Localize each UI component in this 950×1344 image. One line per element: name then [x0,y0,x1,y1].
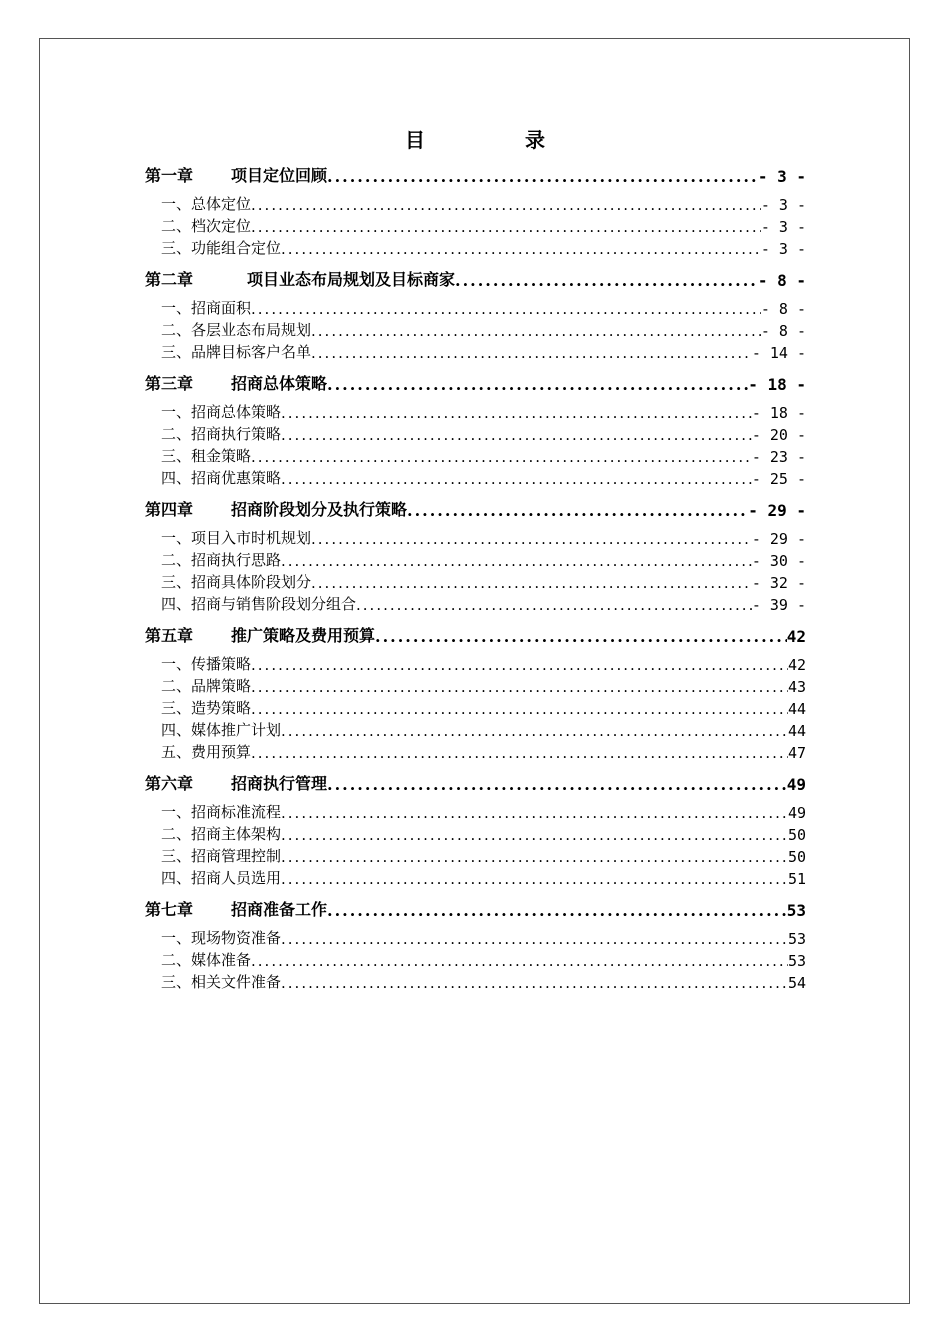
section-title: 三、功能组合定位 [161,239,282,257]
toc-section-entry[interactable] [145,526,806,548]
section-title: 一、招商标准流程 [161,803,282,821]
section-page-number: - 3 - [760,240,806,258]
toc-section-entry[interactable] [145,192,806,214]
dot-leader [281,470,752,488]
section-title: 四、媒体推广计划 [161,721,282,739]
toc-section-entry[interactable] [145,236,806,258]
chapter-page-number: - 29 - [748,501,806,520]
dot-leader [251,300,761,318]
chapter-page-number: - 18 - [748,375,806,394]
dot-leader [251,744,788,762]
section-title: 三、租金策略 [161,447,252,465]
toc-chapter [145,898,806,992]
toc-chapter-entry[interactable] [145,268,806,290]
toc-section-entry[interactable] [145,340,806,362]
toc-section-list [145,192,806,258]
chapter-number: 第五章 [145,626,194,645]
chapter-label [145,772,327,794]
section-title: 三、造势策略 [161,699,252,717]
dot-leader [356,596,752,614]
toc-chapter-entry[interactable] [145,498,806,520]
chapter-number: 第七章 [145,900,194,919]
section-title: 三、相关文件准备 [161,973,282,991]
chapter-page-number: - 3 - [757,167,806,186]
section-title: 三、招商管理控制 [161,847,282,865]
section-title: 一、项目入市时机规划 [161,529,312,547]
section-title: 一、招商面积 [161,299,252,317]
chapter-label [145,498,407,520]
dot-leader [251,656,788,674]
toc-section-entry[interactable] [145,674,806,696]
section-page-number: - 18 - [751,404,806,422]
dot-leader [281,974,788,992]
toc-section-entry[interactable] [145,652,806,674]
dot-leader [281,930,788,948]
section-title: 五、费用预算 [161,743,252,761]
toc-section-entry[interactable] [145,844,806,866]
toc-chapter-entry[interactable] [145,772,806,794]
toc-chapter [145,372,806,488]
toc-section-list [145,400,806,488]
section-title: 二、媒体准备 [161,951,252,969]
dot-leader [281,826,788,844]
dot-leader [251,952,788,970]
dot-leader [251,218,761,236]
section-page-number: 51 [787,870,806,888]
section-page-number: 53 [787,952,806,970]
dot-leader [311,344,752,362]
chapter-label [145,372,327,394]
chapter-label [145,268,455,290]
dot-leader [281,404,752,422]
dot-leader [311,322,761,340]
section-page-number: 53 [787,930,806,948]
section-page-number: - 20 - [751,426,806,444]
dot-leader [281,552,752,570]
toc-section-entry[interactable] [145,718,806,740]
section-title: 四、招商与销售阶段划分组合 [161,595,357,613]
toc-chapter-entry[interactable] [145,164,806,186]
toc-chapter-entry[interactable] [145,372,806,394]
dot-leader [281,870,788,888]
toc-section-entry[interactable] [145,592,806,614]
toc-section-entry[interactable] [145,400,806,422]
dot-leader [281,240,761,258]
chapter-label [145,164,327,186]
section-page-number: - 3 - [760,196,806,214]
section-page-number: 54 [787,974,806,992]
dot-leader [327,167,758,186]
section-page-number: - 14 - [751,344,806,362]
toc-section-entry[interactable] [145,466,806,488]
chapter-page-number: 53 [786,901,806,920]
section-page-number: 47 [787,744,806,762]
section-page-number: 44 [787,722,806,740]
section-page-number: 43 [787,678,806,696]
section-page-number: 50 [787,848,806,866]
toc-section-entry[interactable] [145,444,806,466]
toc-chapter-entry[interactable] [145,624,806,646]
section-page-number: - 8 - [760,300,806,318]
chapter-title: 项目定位回顾 [231,166,328,185]
section-page-number: 42 [787,656,806,674]
toc-chapter [145,498,806,614]
chapter-page-number: 49 [786,775,806,794]
section-title: 二、招商执行思路 [161,551,282,569]
toc-section-list [145,652,806,762]
section-title: 一、招商总体策略 [161,403,282,421]
section-page-number: 49 [787,804,806,822]
dot-leader [311,574,752,592]
toc-chapter [145,772,806,888]
chapter-number: 第二章 [145,270,194,289]
section-title: 一、现场物资准备 [161,929,282,947]
toc-chapter-entry[interactable] [145,898,806,920]
toc-section-entry[interactable] [145,740,806,762]
toc-section-entry[interactable] [145,422,806,444]
section-title: 一、总体定位 [161,195,252,213]
toc-section-entry[interactable] [145,214,806,236]
section-page-number: - 3 - [760,218,806,236]
section-title: 四、招商人员选用 [161,869,282,887]
toc-section-entry[interactable] [145,696,806,718]
chapter-label [145,898,327,920]
section-title: 二、品牌策略 [161,677,252,695]
section-page-number: - 8 - [760,322,806,340]
chapter-number: 第四章 [145,500,194,519]
dot-leader [251,678,788,696]
toc-section-entry[interactable] [145,548,806,570]
section-page-number: - 29 - [751,530,806,548]
section-title: 二、招商执行策略 [161,425,282,443]
toc-section-entry[interactable] [145,866,806,888]
chapter-title: 推广策略及费用预算 [231,626,376,645]
dot-leader [327,775,787,794]
chapter-title: 招商执行管理 [231,774,328,793]
section-page-number: - 32 - [751,574,806,592]
toc-section-entry[interactable] [145,570,806,592]
section-page-number: - 25 - [751,470,806,488]
dot-leader [251,700,788,718]
section-title: 二、各层业态布局规划 [161,321,312,339]
dot-leader [251,196,761,214]
section-title: 二、招商主体架构 [161,825,282,843]
chapter-number: 第一章 [145,166,194,185]
dot-leader [407,501,748,520]
toc-chapter [145,164,806,258]
chapter-page-number: 42 [786,627,806,646]
toc-chapter [145,624,806,762]
toc-section-list [145,526,806,614]
toc-chapter [145,268,806,362]
dot-leader [455,271,758,290]
chapter-title: 项目业态布局规划及目标商家 [231,270,456,289]
dot-leader [281,722,788,740]
section-page-number: 50 [787,826,806,844]
chapter-title: 招商准备工作 [231,900,328,919]
chapter-number: 第六章 [145,774,194,793]
section-title: 一、传播策略 [161,655,252,673]
toc-section-list [145,926,806,992]
chapter-title: 招商总体策略 [231,374,328,393]
dot-leader [281,426,752,444]
dot-leader [281,848,788,866]
toc-section-entry[interactable] [145,296,806,318]
chapter-label [145,624,375,646]
toc-section-list [145,800,806,888]
section-title: 二、档次定位 [161,217,252,235]
chapter-title: 招商阶段划分及执行策略 [231,500,408,519]
dot-leader [327,375,748,394]
chapter-number: 第三章 [145,374,194,393]
section-title: 三、招商具体阶段划分 [161,573,312,591]
toc-section-entry[interactable] [145,822,806,844]
toc-section-entry[interactable] [145,800,806,822]
toc-section-entry[interactable] [145,948,806,970]
dot-leader [311,530,752,548]
section-page-number: 44 [787,700,806,718]
section-page-number: - 23 - [751,448,806,466]
dot-leader [251,448,752,466]
dot-leader [281,804,788,822]
toc-section-entry[interactable] [145,970,806,992]
section-title: 四、招商优惠策略 [161,469,282,487]
table-of-contents [145,164,806,992]
section-page-number: - 30 - [751,552,806,570]
dot-leader [327,901,787,920]
toc-title: 目 录 [405,128,585,152]
toc-section-list [145,296,806,362]
section-page-number: - 39 - [751,596,806,614]
dot-leader [375,627,787,646]
chapter-page-number: - 8 - [757,271,806,290]
toc-section-entry[interactable] [145,318,806,340]
toc-section-entry[interactable] [145,926,806,948]
section-title: 三、品牌目标客户名单 [161,343,312,361]
